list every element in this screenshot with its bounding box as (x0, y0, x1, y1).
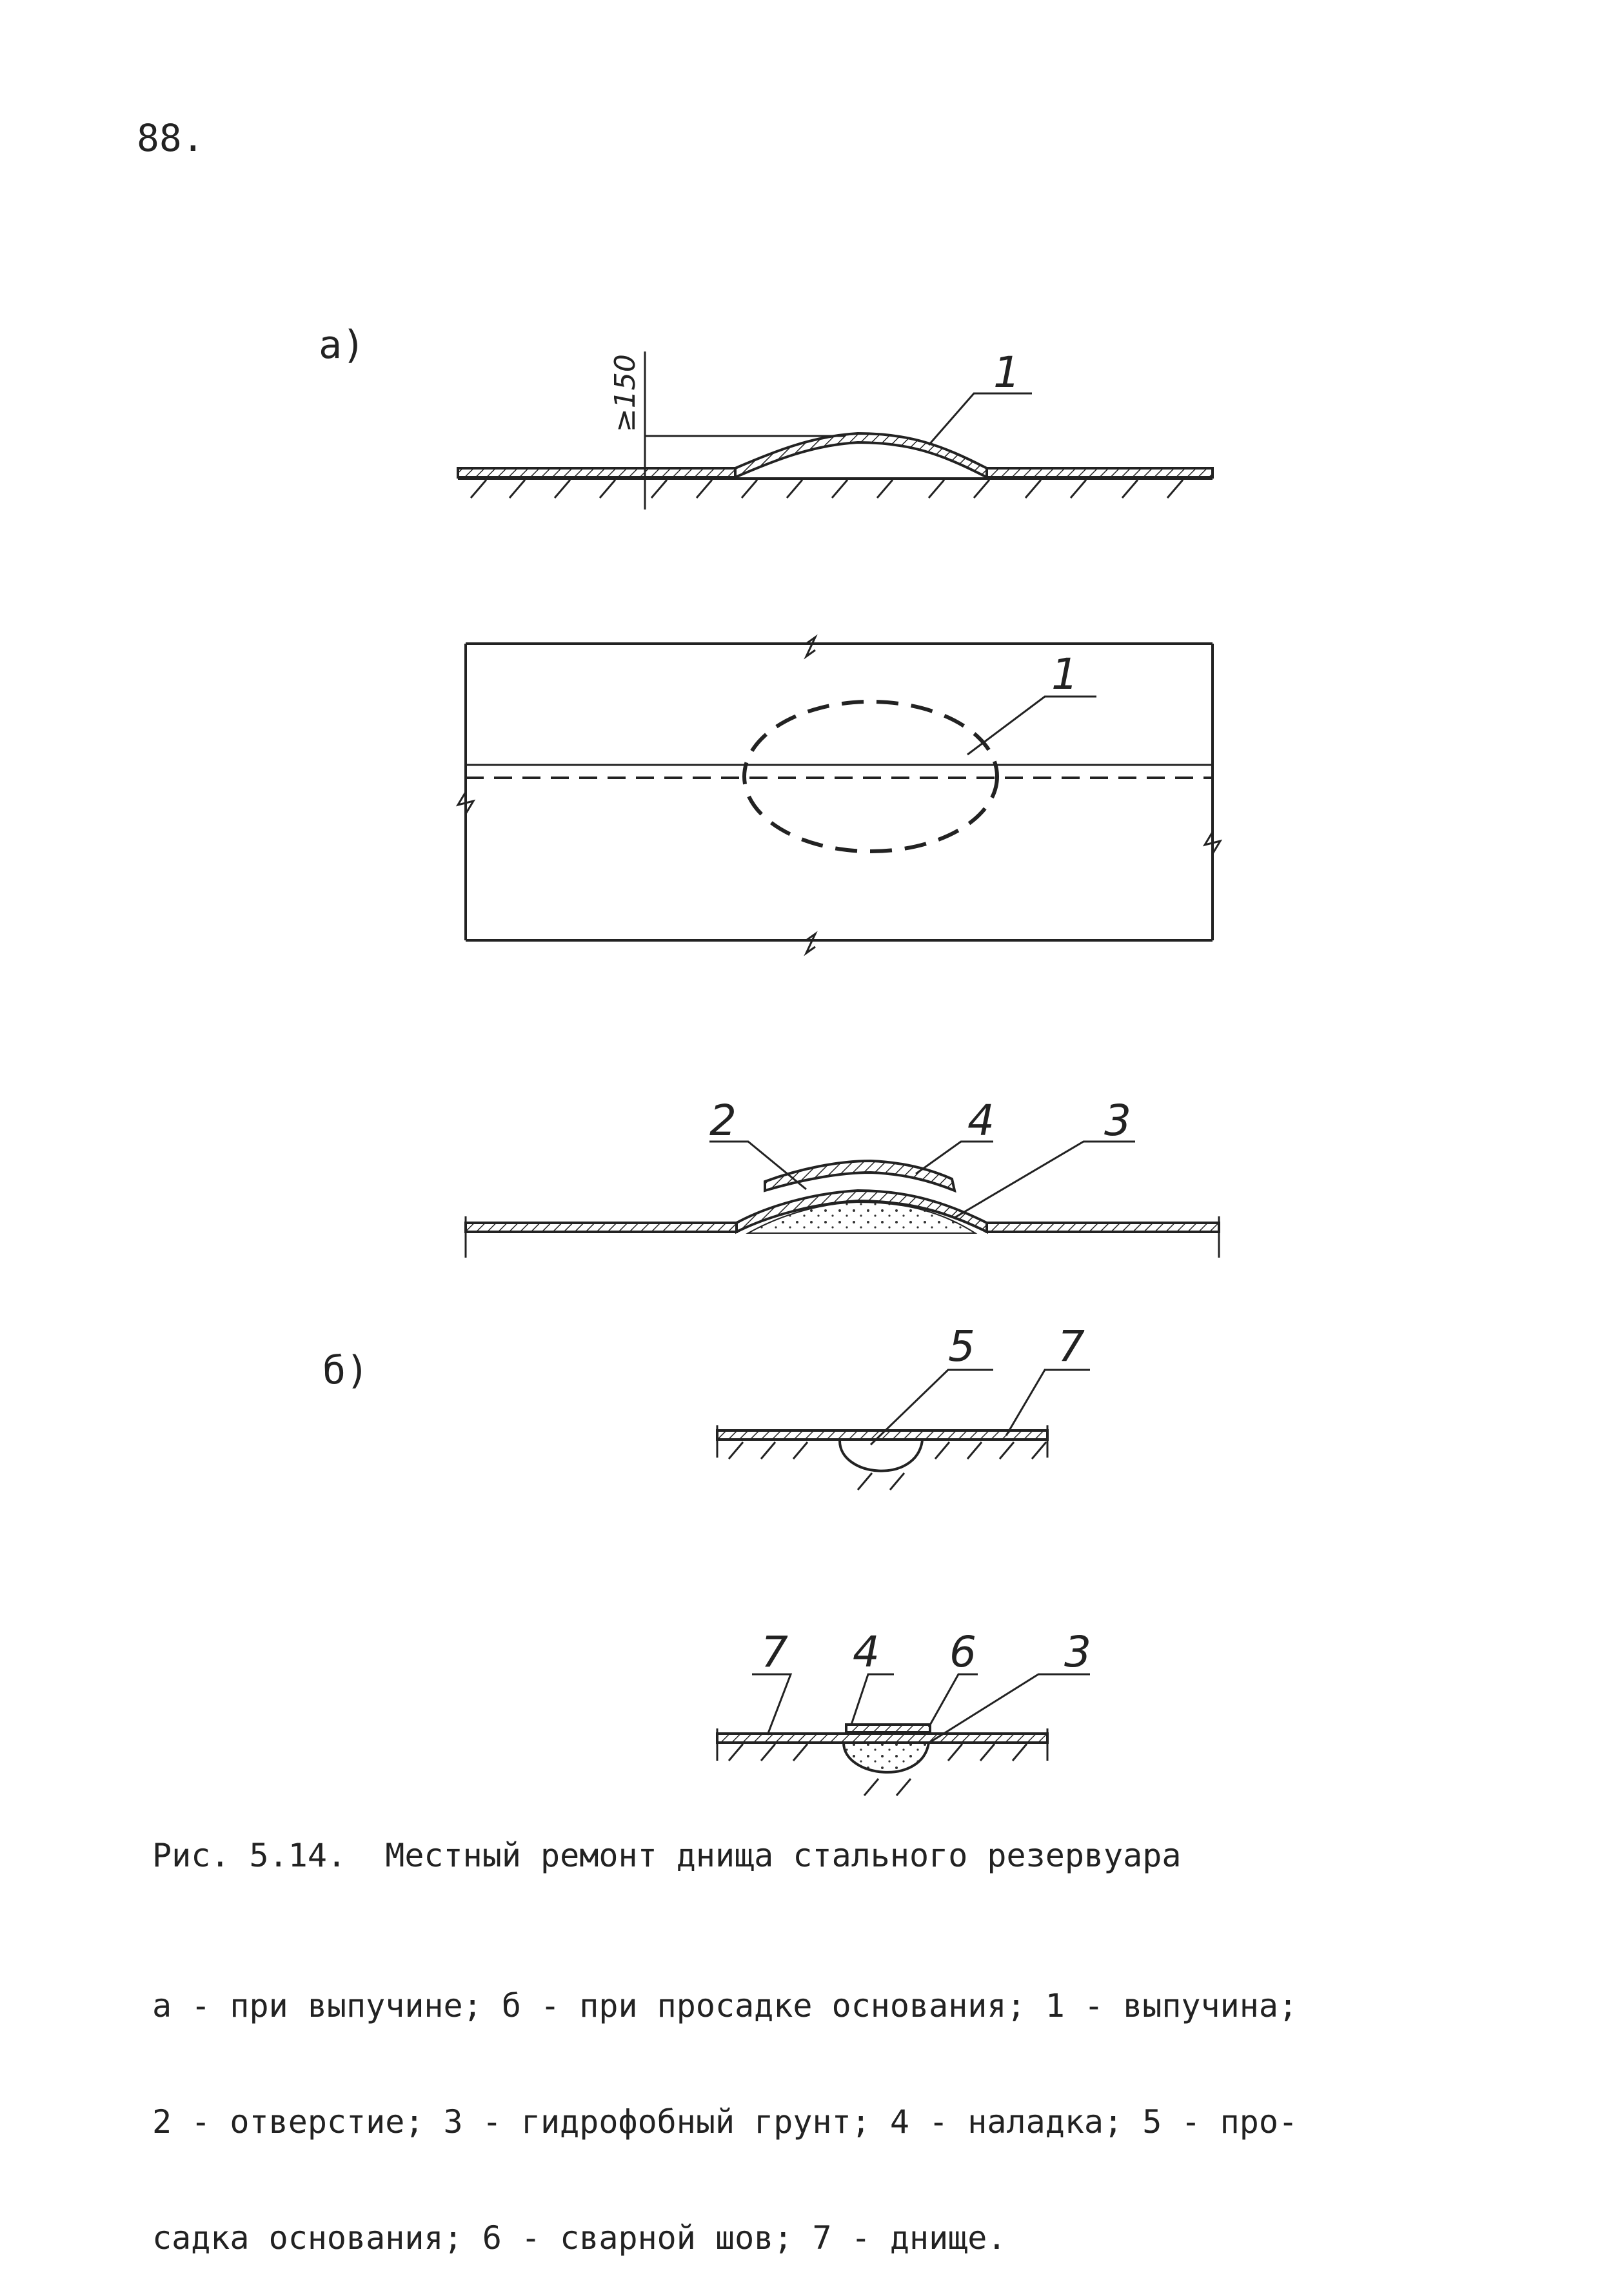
callout-1-section: 1 (993, 348, 1020, 397)
section-a-bulge (458, 351, 1213, 510)
panel-label-a: а) (319, 322, 366, 368)
callout-5: 5 (948, 1321, 975, 1371)
figure-caption-title: Рис. 5.14. Местный ремонт днища стального резервуара (152, 1837, 1182, 1874)
callout-3-bottom: 3 (1064, 1627, 1091, 1677)
dimension-label: ≥150 (609, 354, 642, 432)
callout-2: 2 (709, 1096, 737, 1145)
section-b-subsidence (717, 1370, 1090, 1490)
page-number: 88. (137, 116, 204, 160)
callout-1-plan: 1 (1051, 649, 1078, 699)
caption-line: садка основания; 6 - сварной шов; 7 - днище. (152, 2219, 1007, 2257)
callout-4: 4 (967, 1096, 995, 1145)
callout-7-top: 7 (1058, 1321, 1085, 1371)
callout-7-bottom: 7 (761, 1627, 788, 1677)
section-b-repaired (717, 1674, 1090, 1796)
panel-label-b: б) (322, 1348, 370, 1393)
callout-6: 6 (949, 1627, 976, 1677)
plan-view-a (458, 637, 1220, 953)
caption-line: а - при выпучине; б - при просадке основания; 1 - выпучина; (152, 1987, 1298, 2024)
figure-caption-legend (152, 1909, 1298, 2296)
section-repaired (466, 1142, 1219, 1258)
caption-line: 2 - отверстие; 3 - гидрофобный грунт; 4 - наладка; 5 - про- (152, 2103, 1298, 2141)
callout-4-bottom: 4 (853, 1627, 880, 1677)
callout-3: 3 (1104, 1096, 1131, 1145)
